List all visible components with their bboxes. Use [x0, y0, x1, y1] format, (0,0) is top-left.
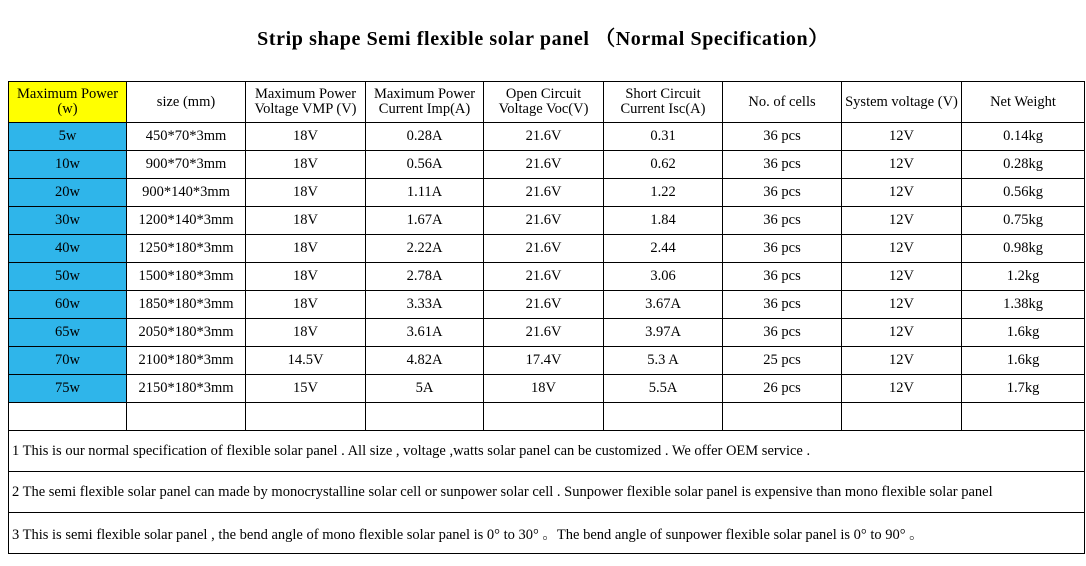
cell-vmp: 18V: [246, 179, 366, 207]
blank-row: [9, 403, 1085, 431]
cell-power: 30w: [9, 207, 127, 235]
cell-cells: 36 pcs: [723, 151, 842, 179]
cell-power: 75w: [9, 375, 127, 403]
header-max-power: Maximum Power (w): [9, 82, 127, 123]
cell-vmp: 18V: [246, 151, 366, 179]
cell-isc: 1.22: [604, 179, 723, 207]
blank-cell: [9, 403, 127, 431]
cell-voc: 21.6V: [484, 179, 604, 207]
cell-size: 450*70*3mm: [127, 123, 246, 151]
blank-cell: [604, 403, 723, 431]
cell-net-weight: 1.2kg: [962, 263, 1085, 291]
cell-power: 20w: [9, 179, 127, 207]
cell-power: 70w: [9, 347, 127, 375]
cell-system-voltage: 12V: [842, 347, 962, 375]
header-cells: No. of cells: [723, 82, 842, 123]
cell-system-voltage: 12V: [842, 375, 962, 403]
cell-imp: 2.22A: [366, 235, 484, 263]
note-3: 3 This is semi flexible solar panel , the bend angle of mono flexible solar panel is 0° to 30° 。The bend angle of sunpower flexible solar panel is 0° to 90° 。: [9, 513, 1085, 554]
cell-vmp: 18V: [246, 207, 366, 235]
table-row: [9, 179, 1085, 207]
cell-cells: 36 pcs: [723, 319, 842, 347]
cell-net-weight: 0.75kg: [962, 207, 1085, 235]
cell-system-voltage: 12V: [842, 207, 962, 235]
cell-voc: 21.6V: [484, 123, 604, 151]
cell-isc: 3.06: [604, 263, 723, 291]
cell-size: 1850*180*3mm: [127, 291, 246, 319]
cell-net-weight: 1.6kg: [962, 347, 1085, 375]
blank-cell: [962, 403, 1085, 431]
header-voc: Open Circuit Voltage Voc(V): [484, 82, 604, 123]
cell-size: 900*70*3mm: [127, 151, 246, 179]
header-isc: Short Circuit Current Isc(A): [604, 82, 723, 123]
table-row: [9, 347, 1085, 375]
cell-vmp: 15V: [246, 375, 366, 403]
note-row: [9, 513, 1085, 554]
cell-system-voltage: 12V: [842, 291, 962, 319]
cell-voc: 21.6V: [484, 319, 604, 347]
cell-isc: 0.31: [604, 123, 723, 151]
cell-size: 1250*180*3mm: [127, 235, 246, 263]
table-row: [9, 207, 1085, 235]
cell-cells: 36 pcs: [723, 263, 842, 291]
note-2: 2 The semi flexible solar panel can made by monocrystalline solar cell or sunpower solar cell . Sunpower flexible solar panel is expensive than mono flexible solar panel: [9, 472, 1085, 513]
cell-imp: 1.11A: [366, 179, 484, 207]
blank-cell: [246, 403, 366, 431]
table-row: [9, 319, 1085, 347]
header-imp: Maximum Power Current Imp(A): [366, 82, 484, 123]
page-title: Strip shape Semi flexible solar panel （Normal Specification）: [257, 28, 829, 50]
header-row: [9, 82, 1085, 123]
cell-vmp: 18V: [246, 235, 366, 263]
cell-size: 2050*180*3mm: [127, 319, 246, 347]
cell-imp: 3.61A: [366, 319, 484, 347]
cell-net-weight: 1.7kg: [962, 375, 1085, 403]
cell-vmp: 18V: [246, 263, 366, 291]
header-vmp: Maximum Power Voltage VMP (V): [246, 82, 366, 123]
cell-size: 1500*180*3mm: [127, 263, 246, 291]
cell-size: 2150*180*3mm: [127, 375, 246, 403]
blank-cell: [366, 403, 484, 431]
cell-size: 2100*180*3mm: [127, 347, 246, 375]
cell-voc: 21.6V: [484, 151, 604, 179]
cell-vmp: 18V: [246, 291, 366, 319]
table-row: [9, 123, 1085, 151]
cell-net-weight: 1.38kg: [962, 291, 1085, 319]
spec-table: [8, 81, 1085, 554]
cell-isc: 5.3 A: [604, 347, 723, 375]
cell-power: 50w: [9, 263, 127, 291]
blank-cell: [723, 403, 842, 431]
cell-isc: 5.5A: [604, 375, 723, 403]
cell-net-weight: 0.98kg: [962, 235, 1085, 263]
cell-net-weight: 1.6kg: [962, 319, 1085, 347]
note-row: [9, 472, 1085, 513]
cell-system-voltage: 12V: [842, 319, 962, 347]
cell-power: 10w: [9, 151, 127, 179]
cell-vmp: 14.5V: [246, 347, 366, 375]
cell-imp: 2.78A: [366, 263, 484, 291]
blank-cell: [484, 403, 604, 431]
cell-voc: 21.6V: [484, 235, 604, 263]
cell-system-voltage: 12V: [842, 123, 962, 151]
cell-system-voltage: 12V: [842, 151, 962, 179]
table-row: [9, 263, 1085, 291]
cell-power: 65w: [9, 319, 127, 347]
cell-size: 900*140*3mm: [127, 179, 246, 207]
header-net-weight: Net Weight: [962, 82, 1085, 123]
cell-imp: 1.67A: [366, 207, 484, 235]
cell-imp: 0.28A: [366, 123, 484, 151]
cell-isc: 3.97A: [604, 319, 723, 347]
cell-imp: 5A: [366, 375, 484, 403]
cell-voc: 18V: [484, 375, 604, 403]
cell-net-weight: 0.56kg: [962, 179, 1085, 207]
cell-cells: 36 pcs: [723, 179, 842, 207]
table-row: [9, 151, 1085, 179]
cell-cells: 36 pcs: [723, 235, 842, 263]
cell-isc: 1.84: [604, 207, 723, 235]
header-size: size (mm): [127, 82, 246, 123]
cell-size: 1200*140*3mm: [127, 207, 246, 235]
table-row: [9, 235, 1085, 263]
note-1: 1 This is our normal specification of flexible solar panel . All size , voltage ,watts solar panel can be customized . We offer OEM service .: [9, 431, 1085, 472]
cell-system-voltage: 12V: [842, 263, 962, 291]
cell-voc: 21.6V: [484, 207, 604, 235]
cell-vmp: 18V: [246, 319, 366, 347]
cell-vmp: 18V: [246, 123, 366, 151]
cell-cells: 25 pcs: [723, 347, 842, 375]
cell-net-weight: 0.14kg: [962, 123, 1085, 151]
cell-system-voltage: 12V: [842, 179, 962, 207]
blank-cell: [842, 403, 962, 431]
cell-power: 5w: [9, 123, 127, 151]
cell-imp: 3.33A: [366, 291, 484, 319]
cell-system-voltage: 12V: [842, 235, 962, 263]
cell-cells: 36 pcs: [723, 291, 842, 319]
note-row: [9, 431, 1085, 472]
cell-imp: 0.56A: [366, 151, 484, 179]
cell-imp: 4.82A: [366, 347, 484, 375]
blank-cell: [127, 403, 246, 431]
cell-cells: 36 pcs: [723, 123, 842, 151]
cell-cells: 36 pcs: [723, 207, 842, 235]
cell-voc: 21.6V: [484, 263, 604, 291]
cell-isc: 2.44: [604, 235, 723, 263]
cell-power: 60w: [9, 291, 127, 319]
cell-power: 40w: [9, 235, 127, 263]
cell-voc: 21.6V: [484, 291, 604, 319]
cell-net-weight: 0.28kg: [962, 151, 1085, 179]
header-system-voltage: System voltage (V): [842, 82, 962, 123]
table-row: [9, 291, 1085, 319]
cell-isc: 0.62: [604, 151, 723, 179]
cell-isc: 3.67A: [604, 291, 723, 319]
table-row: [9, 375, 1085, 403]
cell-cells: 26 pcs: [723, 375, 842, 403]
cell-voc: 17.4V: [484, 347, 604, 375]
